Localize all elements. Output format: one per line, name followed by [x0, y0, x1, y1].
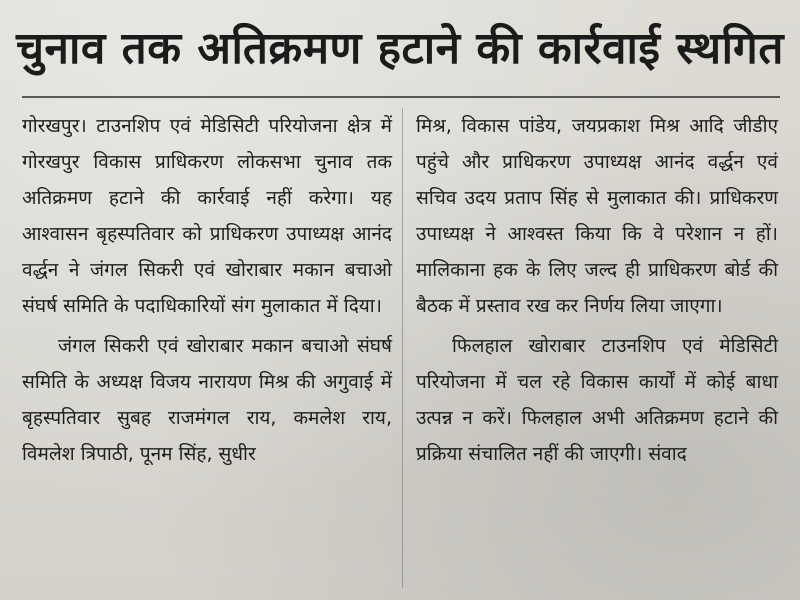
left-column: [22, 108, 392, 472]
right-paragraph-2: फिलहाल खोराबार टाउनशिप एवं मेडिसिटी परियोजना में चल रहे विकास कार्यों में कोई बाधा उत्पन्न न करें। फिलहाल अभी अतिक्रमण हटाने की प्रक्रिया संचालित नहीं की जाएगी। संवाद: [416, 335, 778, 465]
left-paragraph-1: गोरखपुर। टाउनशिप एवं मेडिसिटी परियोजना क्षेत्र में गोरखपुर विकास प्राधिकरण लोकसभा चुनाव तक अतिक्रमण हटाने की कार्रवाई नहीं करेगा। यह आश्वासन बृहस्पतिवार को प्राधिकरण उपाध्यक्ष आनंद वर्द्धन ने जंगल सिकरी एवं खोराबार मकान बचाओ संघर्ष समिति के पदाधिकारियों संग मुलाकात में दिया।: [22, 115, 392, 317]
headline-rule: [22, 96, 780, 98]
left-paragraph-2: जंगल सिकरी एवं खोराबार मकान बचाओ संघर्ष समिति के अध्यक्ष विजय नारायण मिश्र की अगुवाई में बृहस्पतिवार सुबह राजमंगल राय, कमलेश राय, विमलेश त्रिपाठी, पूनम सिंह, सुधीर: [22, 335, 392, 465]
right-paragraph-1: मिश्र, विकास पांडेय, जयप्रकाश मिश्र आदि जीडीए पहुंचे और प्राधिकरण उपाध्यक्ष आनंद वर्द्धन एवं सचिव उदय प्रताप सिंह से मुलाकात की। प्राधिकरण उपाध्यक्ष ने आश्वस्त किया कि वे परेशान न हों। मालिकाना हक के लिए जल्द ही प्राधिकरण बोर्ड की बैठक में प्रस्ताव रख कर निर्णय लिया जाएगा।: [416, 115, 778, 317]
column-divider: [402, 108, 403, 588]
right-column: [416, 108, 778, 472]
headline: चुनाव तक अतिक्रमण हटाने की कार्रवाई स्थगित: [16, 23, 784, 74]
